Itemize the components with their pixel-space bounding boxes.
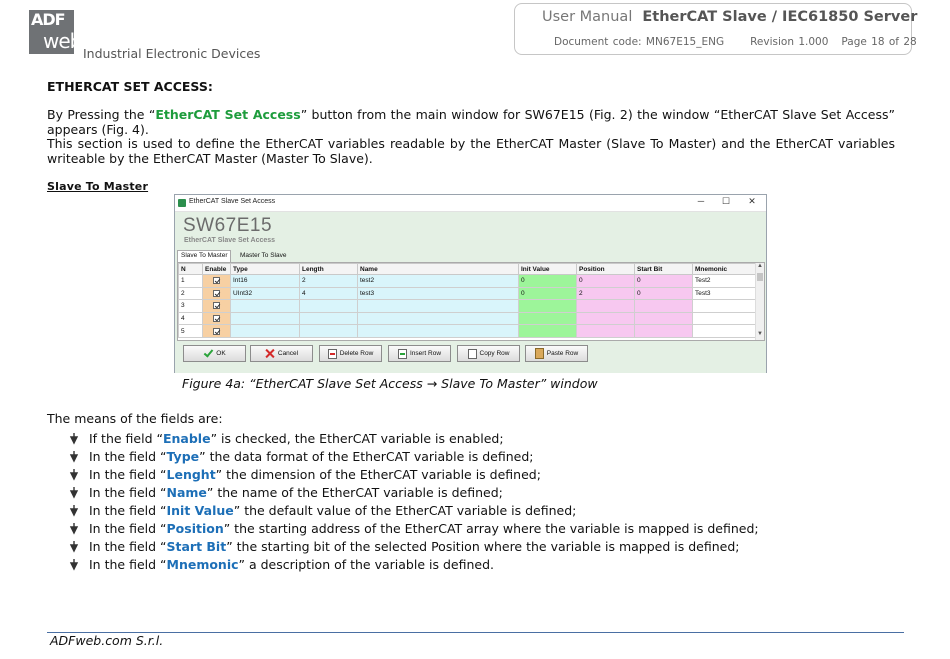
page-number: Page 18 of 28 <box>841 36 917 48</box>
checkbox-checked-icon[interactable] <box>213 290 220 297</box>
logo-text-adf: ADF <box>31 10 65 29</box>
checkbox-checked-icon[interactable] <box>213 302 220 309</box>
field-post: ” the starting bit of the selected Position where the variable is mapped is defined; <box>226 539 740 554</box>
type-cell[interactable] <box>231 312 300 325</box>
bullet-arrow-icon <box>70 451 78 462</box>
list-item <box>70 431 759 449</box>
mnemonic-cell[interactable]: Test3 <box>693 287 756 300</box>
bullet-arrow-icon <box>70 505 78 516</box>
field-post: ” the name of the EtherCAT variable is defined; <box>206 485 503 500</box>
field-post: ” the default value of the EtherCAT variable is defined; <box>233 503 577 518</box>
column-header[interactable]: Start Bit <box>635 264 693 275</box>
field-pre: In the field “ <box>89 503 167 518</box>
init-cell[interactable]: 0 <box>519 275 577 288</box>
table-body <box>179 275 756 338</box>
start-bit-cell[interactable] <box>635 300 693 313</box>
name-cell[interactable] <box>358 300 519 313</box>
bullet-arrow-icon <box>70 487 78 498</box>
name-cell[interactable]: test2 <box>358 275 519 288</box>
length-cell[interactable] <box>300 312 358 325</box>
scroll-down-icon[interactable]: ▼ <box>757 331 763 337</box>
field-name: Type <box>166 449 200 464</box>
field-pre: In the field “ <box>89 467 167 482</box>
revision: Revision 1.000 <box>750 36 829 48</box>
field-name: Enable <box>162 431 211 446</box>
button-bar <box>177 345 765 365</box>
column-header[interactable]: Name <box>358 264 519 275</box>
brand-title: SW67E15 <box>183 215 273 236</box>
company-tagline: Industrial Electronic Devices <box>83 46 261 61</box>
field-post: ” is checked, the EtherCAT variable is enabled; <box>210 431 504 446</box>
fields-list <box>70 431 759 575</box>
window-title: EtherCAT Slave Set Access <box>189 198 276 205</box>
table-row[interactable] <box>179 287 756 300</box>
check-icon <box>203 349 213 358</box>
type-cell[interactable]: Int16 <box>231 275 300 288</box>
paragraph-1 <box>47 107 895 137</box>
table-header-row <box>179 264 756 275</box>
field-name: Position <box>166 521 224 536</box>
variables-grid <box>177 262 765 341</box>
cross-icon <box>265 349 275 358</box>
paragraph-2: This section is used to define the EtherCAT variables readable by the EtherCAT Master (Slave To Master) and the EtherCAT variables writeable by the EtherCAT Master (Master To Slave). <box>47 136 895 166</box>
insert-row-button[interactable] <box>388 345 451 362</box>
p1-post: ” button from the main window for SW67E15 (Fig. 2) the window “EtherCAT Slave Set Access” appears (Fig. 4). <box>47 107 895 137</box>
p1-pre: By Pressing the “ <box>47 107 156 122</box>
list-item <box>70 557 759 575</box>
position-cell[interactable] <box>577 300 635 313</box>
window-body <box>175 212 766 373</box>
list-item <box>70 467 759 485</box>
list-item <box>70 485 759 503</box>
bullet-arrow-icon <box>70 523 78 534</box>
field-name: Lenght <box>166 467 216 482</box>
list-item <box>70 539 759 557</box>
window-titlebar <box>175 195 766 212</box>
section-title: ETHERCAT SET ACCESS: <box>47 79 213 94</box>
scroll-up-icon[interactable]: ▲ <box>757 263 763 269</box>
column-header[interactable]: Init Value <box>519 264 577 275</box>
bullet-arrow-icon <box>70 541 78 552</box>
length-cell[interactable]: 2 <box>300 275 358 288</box>
init-cell[interactable] <box>519 300 577 313</box>
row-number: 4 <box>179 312 203 325</box>
copy-row-label: Copy Row <box>479 350 510 357</box>
subsection-title: Slave To Master <box>47 180 149 193</box>
brand-subtitle: EtherCAT Slave Set Access <box>184 237 276 244</box>
length-cell[interactable] <box>300 300 358 313</box>
table-row[interactable] <box>179 312 756 325</box>
field-pre: In the field “ <box>89 521 167 536</box>
row-number: 1 <box>179 275 203 288</box>
field-name: Init Value <box>166 503 234 518</box>
footer-company: ADFweb.com S.r.l. <box>50 633 164 648</box>
field-pre: In the field “ <box>89 485 167 500</box>
ok-label: OK <box>216 350 226 357</box>
field-post: ” a description of the variable is defined. <box>238 557 494 572</box>
position-cell[interactable]: 0 <box>577 275 635 288</box>
field-pre: In the field “ <box>89 557 167 572</box>
bullet-arrow-icon <box>70 433 78 444</box>
column-header[interactable]: Position <box>577 264 635 275</box>
name-cell[interactable] <box>358 325 519 338</box>
start-bit-cell[interactable] <box>635 312 693 325</box>
start-bit-cell[interactable]: 0 <box>635 287 693 300</box>
init-cell[interactable]: 0 <box>519 287 577 300</box>
type-cell[interactable] <box>231 300 300 313</box>
checkbox-checked-icon[interactable] <box>213 315 220 322</box>
enable-cell[interactable] <box>203 312 231 325</box>
bullet-arrow-icon <box>70 559 78 570</box>
list-item <box>70 503 759 521</box>
minimize-button[interactable]: ─ <box>697 196 705 206</box>
mnemonic-cell[interactable] <box>693 312 756 325</box>
insert-row-label: Insert Row <box>409 350 442 357</box>
tab-slave-to-master[interactable]: Slave To Master <box>177 250 231 262</box>
fields-intro: The means of the fields are: <box>47 411 223 426</box>
enable-cell[interactable] <box>203 300 231 313</box>
start-bit-cell[interactable] <box>635 325 693 338</box>
manual-title <box>542 9 917 25</box>
app-icon <box>178 199 186 207</box>
column-header[interactable]: Mnemonic <box>693 264 756 275</box>
insert-row-icon <box>398 349 407 359</box>
manual-product-title: EtherCAT Slave / IEC61850 Server <box>642 9 918 25</box>
enable-cell[interactable] <box>203 275 231 288</box>
mnemonic-cell[interactable]: Test2 <box>693 275 756 288</box>
length-cell[interactable]: 4 <box>300 287 358 300</box>
paste-row-button[interactable] <box>525 345 588 362</box>
copy-row-icon <box>468 349 477 359</box>
p1-highlight: EtherCAT Set Access <box>155 107 301 122</box>
name-cell[interactable]: test3 <box>358 287 519 300</box>
position-cell[interactable]: 2 <box>577 287 635 300</box>
copy-row-button[interactable] <box>457 345 520 362</box>
document-code: Document code: MN67E15_ENG <box>554 36 725 48</box>
delete-row-label: Delete Row <box>339 350 374 357</box>
name-cell[interactable] <box>358 312 519 325</box>
type-cell[interactable] <box>231 325 300 338</box>
enable-cell[interactable] <box>203 287 231 300</box>
checkbox-checked-icon[interactable] <box>213 277 220 284</box>
table-row[interactable] <box>179 325 756 338</box>
field-name: Start Bit <box>166 539 227 554</box>
field-name: Mnemonic <box>166 557 239 572</box>
manual-label: User Manual <box>542 9 633 25</box>
vertical-scrollbar[interactable] <box>755 263 764 340</box>
cancel-button[interactable] <box>250 345 313 362</box>
delete-row-icon <box>328 349 337 359</box>
mnemonic-cell[interactable] <box>693 300 756 313</box>
ethercat-set-access-window <box>174 194 767 373</box>
tab-master-to-slave[interactable]: Master To Slave <box>240 252 287 259</box>
field-name: Name <box>166 485 207 500</box>
field-pre: In the field “ <box>89 449 167 464</box>
checkbox-checked-icon[interactable] <box>213 328 220 335</box>
table-row[interactable] <box>179 275 756 288</box>
document-meta <box>554 36 917 48</box>
field-post: ” the starting address of the EtherCAT array where the variable is mapped is defined; <box>223 521 759 536</box>
footer-rule <box>47 632 904 633</box>
enable-cell[interactable] <box>203 325 231 338</box>
close-button[interactable]: ✕ <box>748 196 756 206</box>
paste-row-label: Paste Row <box>546 350 579 357</box>
init-cell[interactable] <box>519 325 577 338</box>
mnemonic-cell[interactable] <box>693 325 756 338</box>
start-bit-cell[interactable]: 0 <box>635 275 693 288</box>
row-number: 2 <box>179 287 203 300</box>
ok-button[interactable] <box>183 345 246 362</box>
adfweb-logo <box>29 10 82 54</box>
logo-text-web: web <box>43 29 82 53</box>
field-post: ” the dimension of the EtherCAT variable is defined; <box>215 467 541 482</box>
row-number: 3 <box>179 300 203 313</box>
cancel-label: Cancel <box>277 350 299 357</box>
scroll-thumb[interactable] <box>757 273 763 281</box>
table-row[interactable] <box>179 300 756 313</box>
position-cell[interactable] <box>577 312 635 325</box>
position-cell[interactable] <box>577 325 635 338</box>
field-post: ” the data format of the EtherCAT variable is defined; <box>199 449 534 464</box>
column-header[interactable]: Enable <box>203 264 231 275</box>
list-item <box>70 521 759 539</box>
column-header[interactable]: Type <box>231 264 300 275</box>
field-pre: If the field “ <box>89 431 163 446</box>
maximize-button[interactable]: ☐ <box>721 196 731 206</box>
figure-caption: Figure 4a: “EtherCAT Slave Set Access → Slave To Master” window <box>182 376 598 391</box>
variables-table <box>178 263 756 338</box>
row-number: 5 <box>179 325 203 338</box>
init-cell[interactable] <box>519 312 577 325</box>
column-header[interactable]: N <box>179 264 203 275</box>
column-header[interactable]: Length <box>300 264 358 275</box>
paste-row-icon <box>535 348 544 359</box>
list-item <box>70 449 759 467</box>
bullet-arrow-icon <box>70 469 78 480</box>
delete-row-button[interactable] <box>319 345 382 362</box>
length-cell[interactable] <box>300 325 358 338</box>
field-pre: In the field “ <box>89 539 167 554</box>
type-cell[interactable]: UInt32 <box>231 287 300 300</box>
